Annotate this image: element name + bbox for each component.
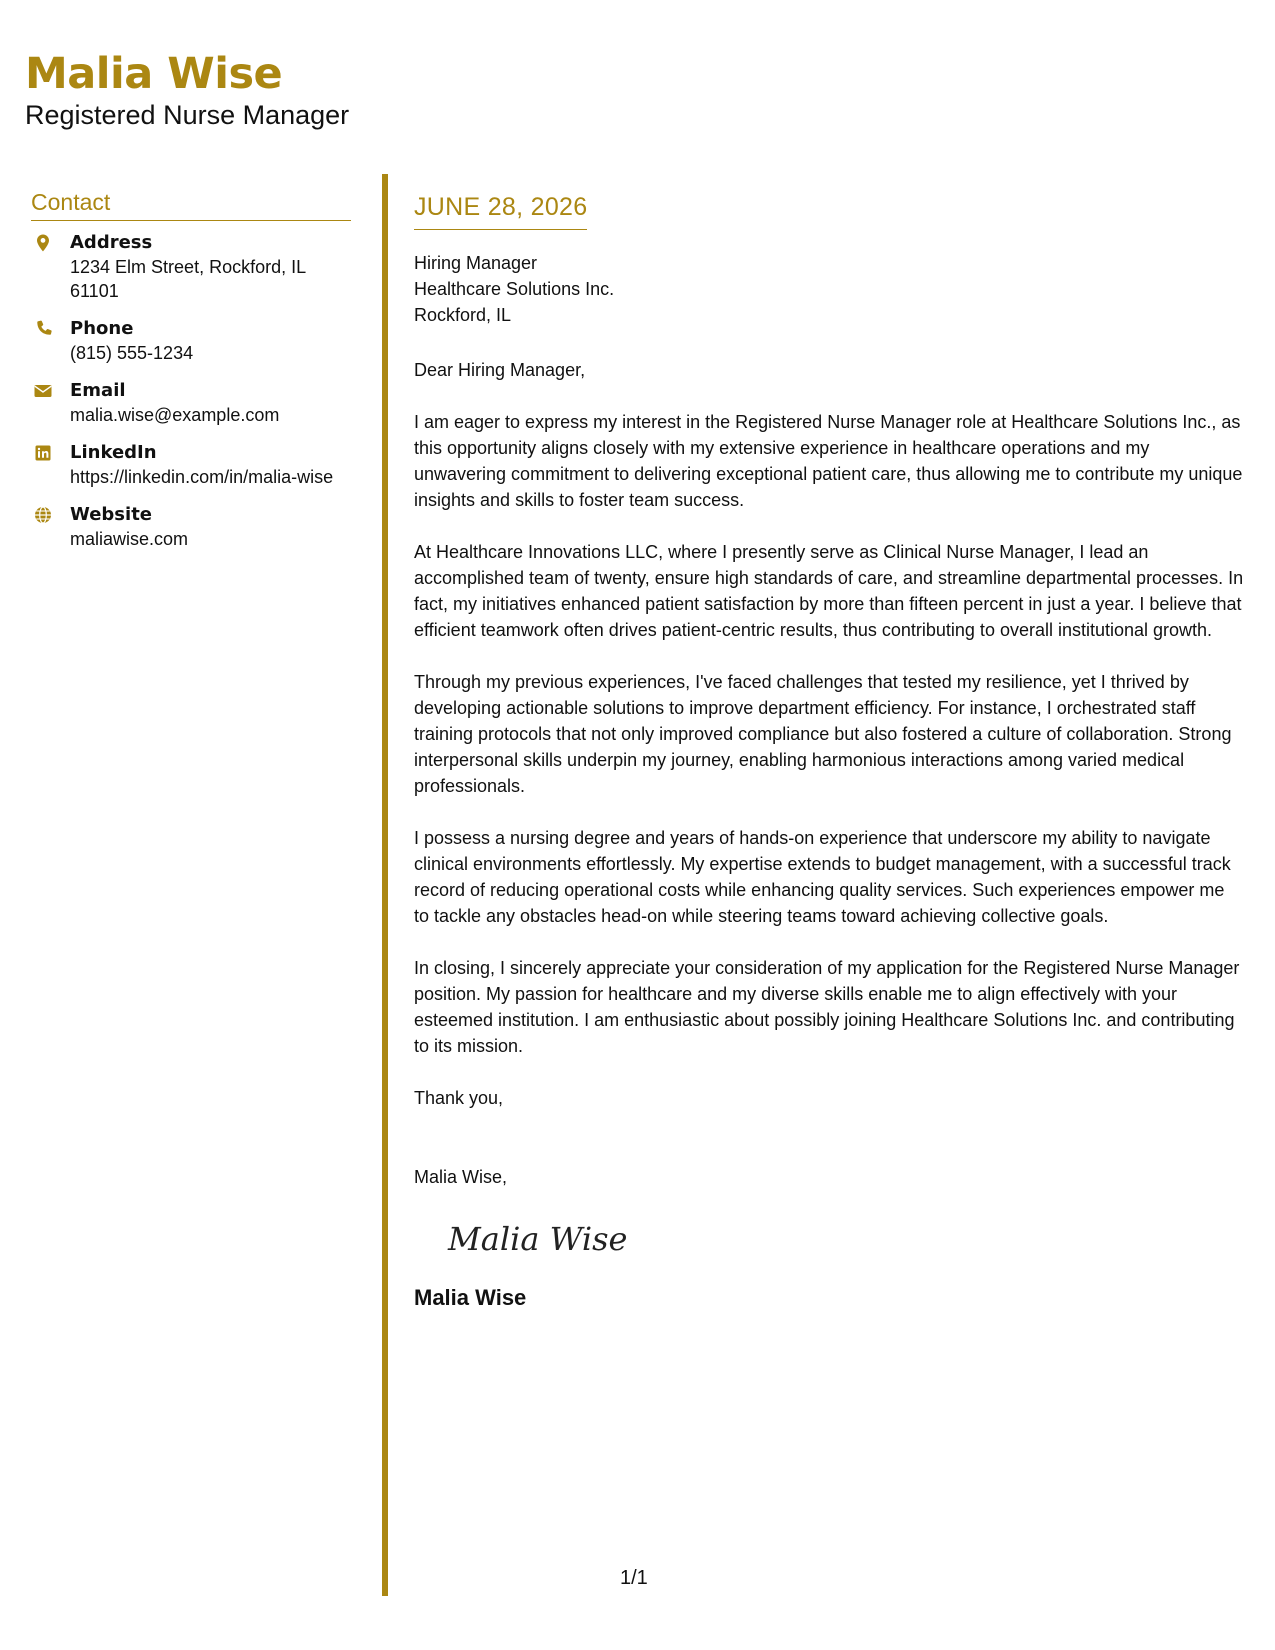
applicant-title: Registered Nurse Manager xyxy=(25,100,350,130)
contact-label: Email xyxy=(70,380,126,401)
signature-text: Malia Wise xyxy=(448,1220,628,1258)
signature-drawing xyxy=(444,1214,644,1262)
body-paragraph: I possess a nursing degree and years of hands-on experience that underscore my ability to navigate clinical environments effortlessly. My expertise extends to budget management, with a successful track record of reducing operational costs while enhancing quality services. Such experiences empower me to tackle any obstacles head-on while steering teams toward achieving collective goals. xyxy=(414,828,1231,926)
phone-icon xyxy=(33,319,53,339)
contact-item-website xyxy=(31,503,351,551)
page-number: 1/1 xyxy=(620,1567,648,1589)
contact-label: Phone xyxy=(70,318,134,339)
body-paragraph: I am eager to express my interest in the Registered Nurse Manager role at Healthcare Solutions Inc., as this opportunity aligns closely with my extensive experience in healthcare operations and my unwavering commitment to delivering exceptional patient care, thus allowing me to contribute my unique insights and skills to foster team success. xyxy=(414,412,1243,510)
recipient-company: Healthcare Solutions Inc. xyxy=(414,279,615,299)
map-pin-icon xyxy=(33,233,53,253)
body-paragraph: At Healthcare Innovations LLC, where I presently serve as Clinical Nurse Manager, I lead an accomplished team of twenty, ensure high standards of care, and streamline departmental processes. In fact, my initiatives enhanced patient satisfaction by more than fifteen percent in just a year. I believe that efficient teamwork often drives patient-centric results, thus contributing to overall institutional growth. xyxy=(414,542,1244,640)
contact-item-address xyxy=(31,231,351,303)
applicant-name: Malia Wise xyxy=(25,49,283,99)
contact-sidebar xyxy=(31,188,351,565)
contact-item-email xyxy=(31,379,351,427)
closing-line: Thank you, xyxy=(414,1088,504,1108)
letter-body xyxy=(414,192,1244,1312)
salutation: Dear Hiring Manager, xyxy=(414,360,586,380)
signoff-line: Malia Wise, xyxy=(414,1167,508,1187)
body-paragraph: In closing, I sincerely appreciate your consideration of my application for the Registered Nurse Manager position. My passion for healthcare and my diverse skills enable me to align effectively with your esteemed institution. I am enthusiastic about possibly joining Healthcare Solutions Inc. and contributing to its mission. xyxy=(414,958,1240,1056)
contact-label: Website xyxy=(70,504,153,525)
linkedin-icon xyxy=(33,443,53,463)
phone-value: (815) 555-1234 xyxy=(70,343,194,363)
letter-date: JUNE 28, 2026 xyxy=(414,192,587,230)
website-value: maliawise.com xyxy=(70,529,189,549)
vertical-divider xyxy=(382,174,388,1596)
email-value: malia.wise@example.com xyxy=(70,405,280,425)
recipient-name: Hiring Manager xyxy=(414,253,538,273)
recipient-location: Rockford, IL xyxy=(414,305,512,325)
recipient-block xyxy=(414,250,1244,328)
signed-name: Malia Wise xyxy=(414,1285,527,1310)
envelope-icon xyxy=(33,381,53,401)
contact-label: Address xyxy=(70,232,153,253)
address-value: 1234 Elm Street, Rockford, IL 61101 xyxy=(70,257,306,301)
contact-item-linkedin xyxy=(31,441,351,489)
contact-label: LinkedIn xyxy=(70,442,157,463)
contact-item-phone xyxy=(31,317,351,365)
letter-header xyxy=(25,50,349,132)
contact-heading: Contact xyxy=(31,188,351,221)
body-paragraph: Through my previous experiences, I've faced challenges that tested my resilience, yet I thrived by developing actionable solutions to improve department efficiency. For instance, I orchestrated staff training protocols that not only improved compliance but also fostered a culture of collaboration. Strong interpersonal skills underpin my journey, enabling harmonious interactions among varied medical professionals. xyxy=(414,672,1232,796)
contact-list xyxy=(31,231,351,551)
signature xyxy=(444,1214,644,1262)
linkedin-value: https://linkedin.com/in/malia-wise xyxy=(70,467,334,487)
globe-icon xyxy=(33,505,53,525)
